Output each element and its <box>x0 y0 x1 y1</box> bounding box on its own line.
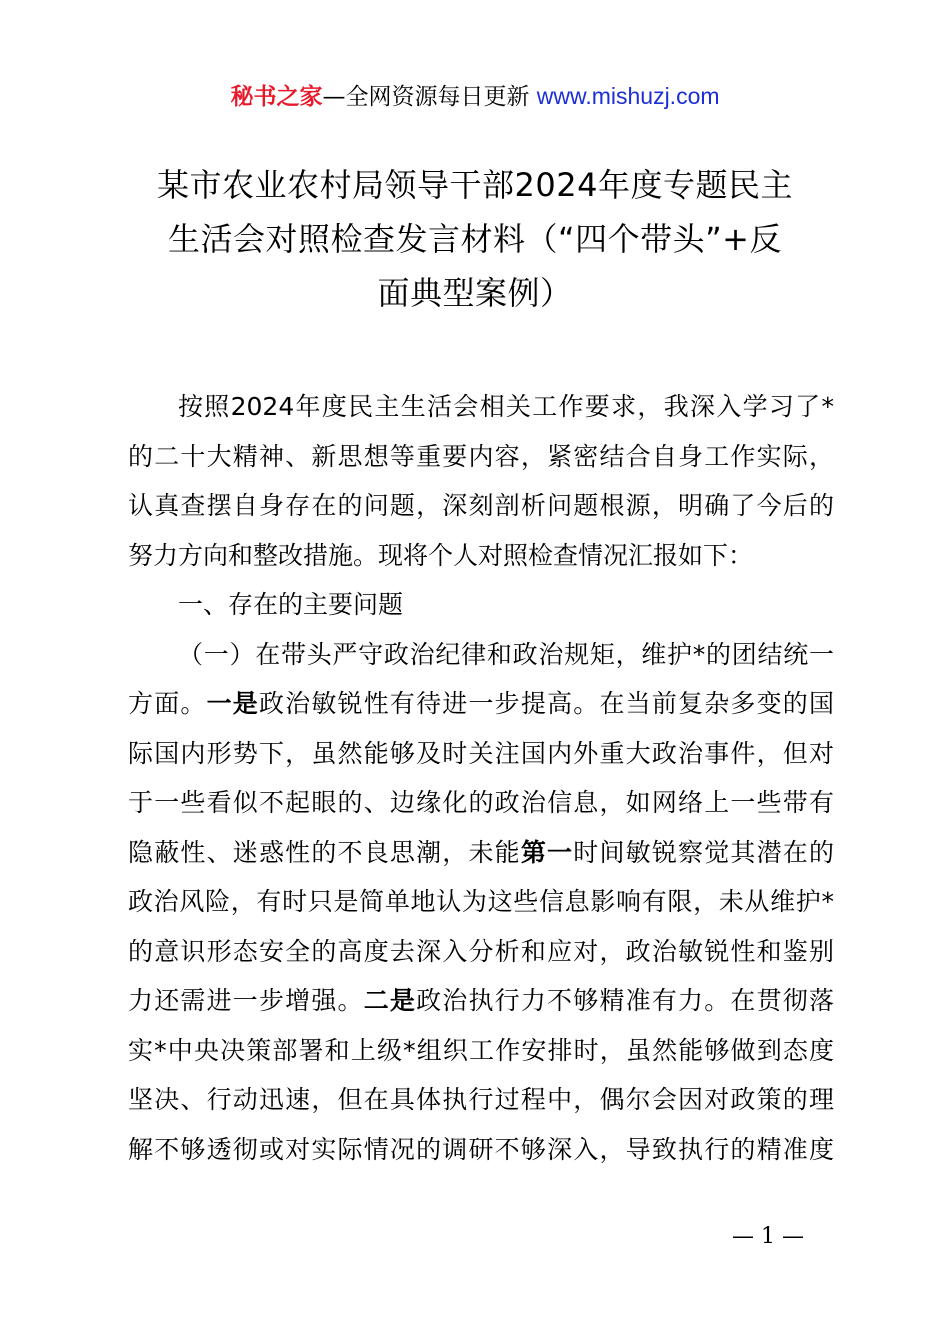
document-title <box>118 158 832 320</box>
body-line <box>128 679 834 729</box>
body-text: 政治敏锐性有待进一步提高。在当前复杂多变的国 <box>258 689 834 718</box>
page-number: — 1 — <box>732 1224 804 1249</box>
body-line: 际国内形势下，虽然能够及时关注国内外重大政治事件，但对 <box>128 738 834 768</box>
site-header <box>0 80 950 113</box>
body-line <box>128 976 834 1026</box>
body-line: 解不够透彻或对实际情况的调研不够深入，导致执行的精准度 <box>128 1134 834 1164</box>
title-line: 某市农业农村局领导干部2024年度专题民主 <box>157 166 793 204</box>
body-text: 隐蔽性、迷惑性的不良思潮，未能 <box>128 837 521 867</box>
document-body <box>128 382 834 1174</box>
bold-marker: 第一 <box>520 837 574 867</box>
title-line: 面典型案例） <box>377 274 573 312</box>
header-tagline: —全网资源每日更新 <box>322 84 530 110</box>
body-text: 力还需进一步增强。 <box>128 986 364 1015</box>
subsection-heading: （一）在带头严守政治纪律和政治规矩，维护*的团结统一 <box>178 639 834 669</box>
site-url-link[interactable]: www.mishuzj.com <box>536 83 720 109</box>
body-line: 政治风险，有时只是简单地认为这些信息影响有限，未从维护* <box>128 887 834 916</box>
body-line: 努力方向和整改措施。现将个人对照检查情况汇报如下： <box>128 540 754 570</box>
body-text: 时间敏锐察觉其潜在的 <box>573 837 834 867</box>
body-line: 于一些看似不起眼的、边缘化的政治信息，如网络上一些带有 <box>128 788 834 817</box>
body-text: 方面。 <box>128 689 207 718</box>
bold-marker: 一是 <box>206 689 259 718</box>
section-heading: 一、存在的主要问题 <box>178 590 404 619</box>
body-line: 的二十大精神、新思想等重要内容，紧密结合自身工作实际， <box>128 441 834 471</box>
bold-marker: 二是 <box>363 986 417 1015</box>
body-line: 的意识形态安全的高度去深入分析和应对，政治敏锐性和鉴别 <box>128 936 834 966</box>
title-line: 生活会对照检查发言材料（“四个带头”+反 <box>168 220 782 258</box>
body-line: 认真查摆自身存在的问题，深刻剖析问题根源，明确了今后的 <box>128 491 834 520</box>
brand-name: 秘书之家 <box>230 84 323 110</box>
body-line <box>128 828 834 878</box>
body-line: 实*中央决策部署和上级*组织工作安排时，虽然能够做到态度 <box>128 1035 834 1065</box>
body-text: 政治执行力不够精准有力。在贯彻落 <box>416 986 834 1015</box>
body-line: 按照2024年度民主生活会相关工作要求，我深入学习了* <box>178 392 834 421</box>
body-line: 坚决、行动迅速，但在具体执行过程中，偶尔会因对政策的理 <box>128 1085 834 1114</box>
